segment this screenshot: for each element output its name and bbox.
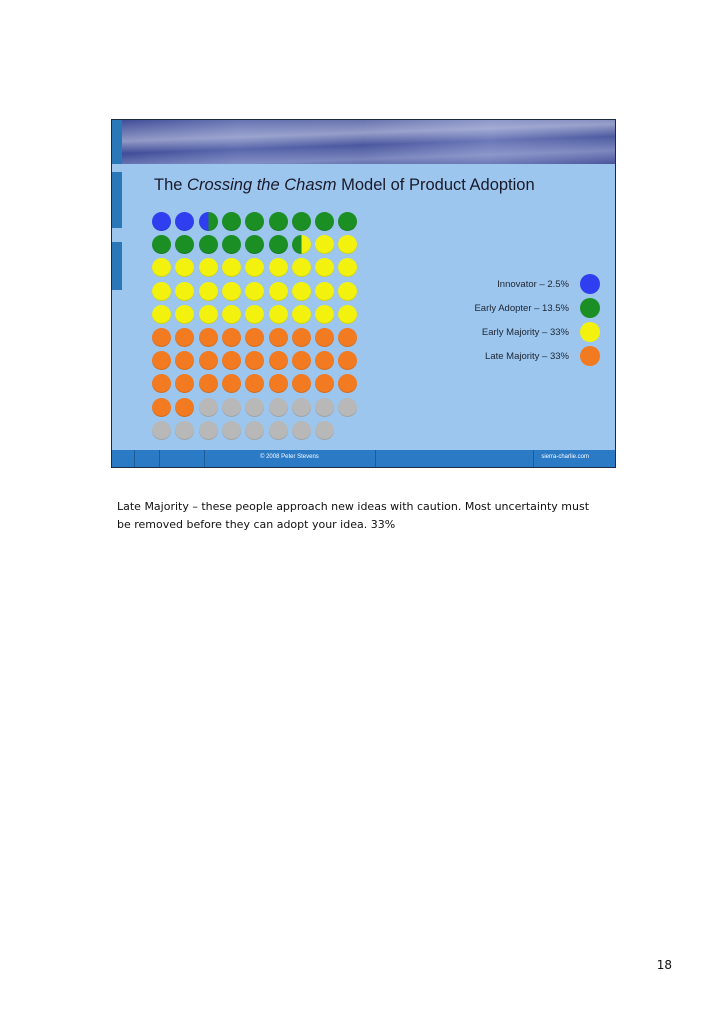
adoption-dot: [315, 305, 334, 324]
slide-banner: [112, 120, 615, 164]
adoption-dot: [269, 305, 288, 324]
adoption-dot: [152, 374, 171, 393]
adoption-dot: [199, 305, 218, 324]
adoption-dot: [199, 212, 218, 231]
adoption-dot: [152, 258, 171, 277]
adoption-dot: [292, 305, 311, 324]
legend-label: Innovator – 2.5%: [497, 278, 569, 290]
adoption-dot: [175, 398, 194, 417]
adoption-dot: [222, 421, 241, 440]
adoption-dot: [269, 328, 288, 347]
adoption-dot-grid: [152, 212, 392, 442]
adoption-dot: [338, 235, 357, 254]
adoption-dot: [175, 351, 194, 370]
adoption-dot: [338, 258, 357, 277]
left-accent-bars: [112, 120, 130, 467]
adoption-dot: [222, 374, 241, 393]
legend-label: Early Majority – 33%: [481, 326, 569, 338]
adoption-dot: [175, 421, 194, 440]
speaker-notes: Late Majority – these people approach new ideas with caution. Most uncertainty must be removed before they can adopt your idea. 33%: [117, 500, 590, 531]
adoption-dot: [245, 305, 264, 324]
adoption-dot: [175, 212, 194, 231]
adoption-dot: [222, 258, 241, 277]
adoption-dot: [199, 328, 218, 347]
adoption-dot: [315, 351, 334, 370]
adoption-dot: [199, 421, 218, 440]
adoption-dot: [222, 351, 241, 370]
adoption-dot: [292, 328, 311, 347]
adoption-dot: [222, 212, 241, 231]
legend-item: [497, 274, 569, 294]
adoption-dot: [175, 374, 194, 393]
adoption-dot: [199, 258, 218, 277]
adoption-dot: [152, 328, 171, 347]
adoption-dot: [175, 305, 194, 324]
adoption-dot: [152, 421, 171, 440]
adoption-dot: [175, 282, 194, 301]
adoption-dot: [338, 212, 357, 231]
adoption-dot: [199, 235, 218, 254]
adoption-dot: [269, 235, 288, 254]
adoption-dot: [245, 398, 264, 417]
adoption-dot: [245, 258, 264, 277]
page-number: 18: [656, 958, 672, 972]
adoption-dot: [292, 282, 311, 301]
legend-item: [474, 298, 569, 318]
adoption-dot: [292, 351, 311, 370]
legend-label: Late Majority – 33%: [485, 350, 569, 362]
adoption-dot: [175, 328, 194, 347]
adoption-dot: [315, 212, 334, 231]
legend-swatch: [580, 298, 600, 318]
adoption-dot: [175, 235, 194, 254]
adoption-dot: [269, 282, 288, 301]
adoption-dot: [222, 305, 241, 324]
legend-item: [485, 346, 569, 366]
adoption-dot: [245, 351, 264, 370]
adoption-dot: [269, 351, 288, 370]
footer-site: sierra-charlie.com: [541, 454, 589, 460]
slide-title: The Crossing the Chasm Model of Product Adoption: [154, 176, 535, 194]
adoption-dot: [175, 258, 194, 277]
adoption-dot: [315, 328, 334, 347]
adoption-dot: [152, 282, 171, 301]
adoption-dot: [292, 398, 311, 417]
adoption-dot: [199, 351, 218, 370]
adoption-dot: [245, 282, 264, 301]
adoption-dot: [292, 421, 311, 440]
adoption-dot: [269, 258, 288, 277]
adoption-dot: [152, 398, 171, 417]
adoption-dot: [292, 212, 311, 231]
adoption-dot: [338, 398, 357, 417]
adoption-dot: [315, 258, 334, 277]
adoption-dot: [269, 421, 288, 440]
adoption-dot: [315, 398, 334, 417]
adoption-dot: [152, 235, 171, 254]
legend-swatch: [580, 322, 600, 342]
adoption-dot: [315, 421, 334, 440]
adoption-dot: [338, 351, 357, 370]
adoption-dot: [269, 398, 288, 417]
legend-item: [482, 322, 569, 342]
adoption-dot: [292, 235, 311, 254]
adoption-dot: [338, 305, 357, 324]
adoption-dot: [245, 421, 264, 440]
adoption-dot: [315, 282, 334, 301]
adoption-dot: [152, 212, 171, 231]
adoption-dot: [245, 235, 264, 254]
footer-copyright: © 2008 Peter Stevens: [260, 454, 319, 460]
adoption-dot: [152, 351, 171, 370]
adoption-dot: [292, 258, 311, 277]
adoption-dot: [245, 374, 264, 393]
adoption-dot: [338, 374, 357, 393]
adoption-dot: [315, 374, 334, 393]
adoption-dot: [222, 398, 241, 417]
slide: [111, 119, 616, 468]
adoption-dot: [199, 398, 218, 417]
adoption-dot: [338, 328, 357, 347]
adoption-dot: [315, 235, 334, 254]
adoption-dot: [269, 374, 288, 393]
adoption-dot: [222, 282, 241, 301]
adoption-dot: [199, 282, 218, 301]
adoption-dot: [269, 212, 288, 231]
adoption-dot: [199, 374, 218, 393]
adoption-dot: [292, 374, 311, 393]
legend-swatch: [580, 274, 600, 294]
adoption-dot: [245, 212, 264, 231]
legend-label: Early Adopter – 13.5%: [474, 302, 569, 314]
adoption-dot: [152, 305, 171, 324]
adoption-dot: [222, 235, 241, 254]
adoption-dot: [338, 282, 357, 301]
adoption-dot: [222, 328, 241, 347]
legend-swatch: [580, 346, 600, 366]
slide-footer: [112, 450, 615, 467]
adoption-dot: [245, 328, 264, 347]
